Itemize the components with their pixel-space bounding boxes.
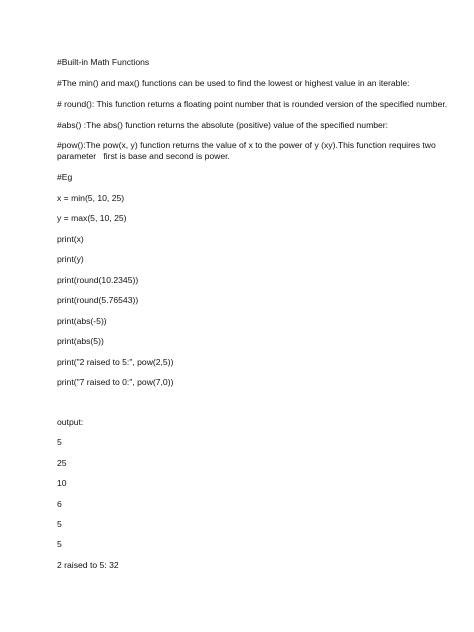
heading-builtin-math: #Built-in Math Functions [57,57,150,67]
text-pow: #pow():The pow(x, y) function returns the value of x to the power of y (xy).This function requires two [57,140,436,150]
text-min-max: #The min() and max() functions can be used to find the lowest or highest value in an iterable: [57,78,410,88]
text-abs: #abs() :The abs() function returns the absolute (positive) value of the specified number: [57,120,389,130]
output-line: 2 raised to 5: 32 [57,560,119,570]
output-line: 10 [57,478,67,488]
code-line: y = max(5, 10, 25) [57,213,127,223]
output-line: 5 [57,519,62,529]
text-eg: #Eg [57,172,73,182]
code-line: print("7 raised to 0:", pow(7,0)) [57,377,174,387]
output-line: 5 [57,437,62,447]
text-pow-continued: parameter first is base and second is power. [57,151,230,161]
output-label: output: [57,417,84,427]
code-line: print(y) [57,254,84,264]
text-round: # round(): This function returns a floating point number that is rounded version of the specified number. [57,99,448,109]
code-line: print(x) [57,234,84,244]
output-line: 25 [57,458,67,468]
code-line: print(round(10.2345)) [57,275,139,285]
code-line: print(abs(-5)) [57,316,107,326]
code-line: print(round(5.76543)) [57,295,139,305]
code-line: print("2 raised to 5:", pow(2,5)) [57,357,174,367]
code-line: print(abs(5)) [57,336,104,346]
code-line: x = min(5, 10, 25) [57,193,125,203]
output-line: 5 [57,539,62,549]
output-line: 6 [57,499,62,509]
